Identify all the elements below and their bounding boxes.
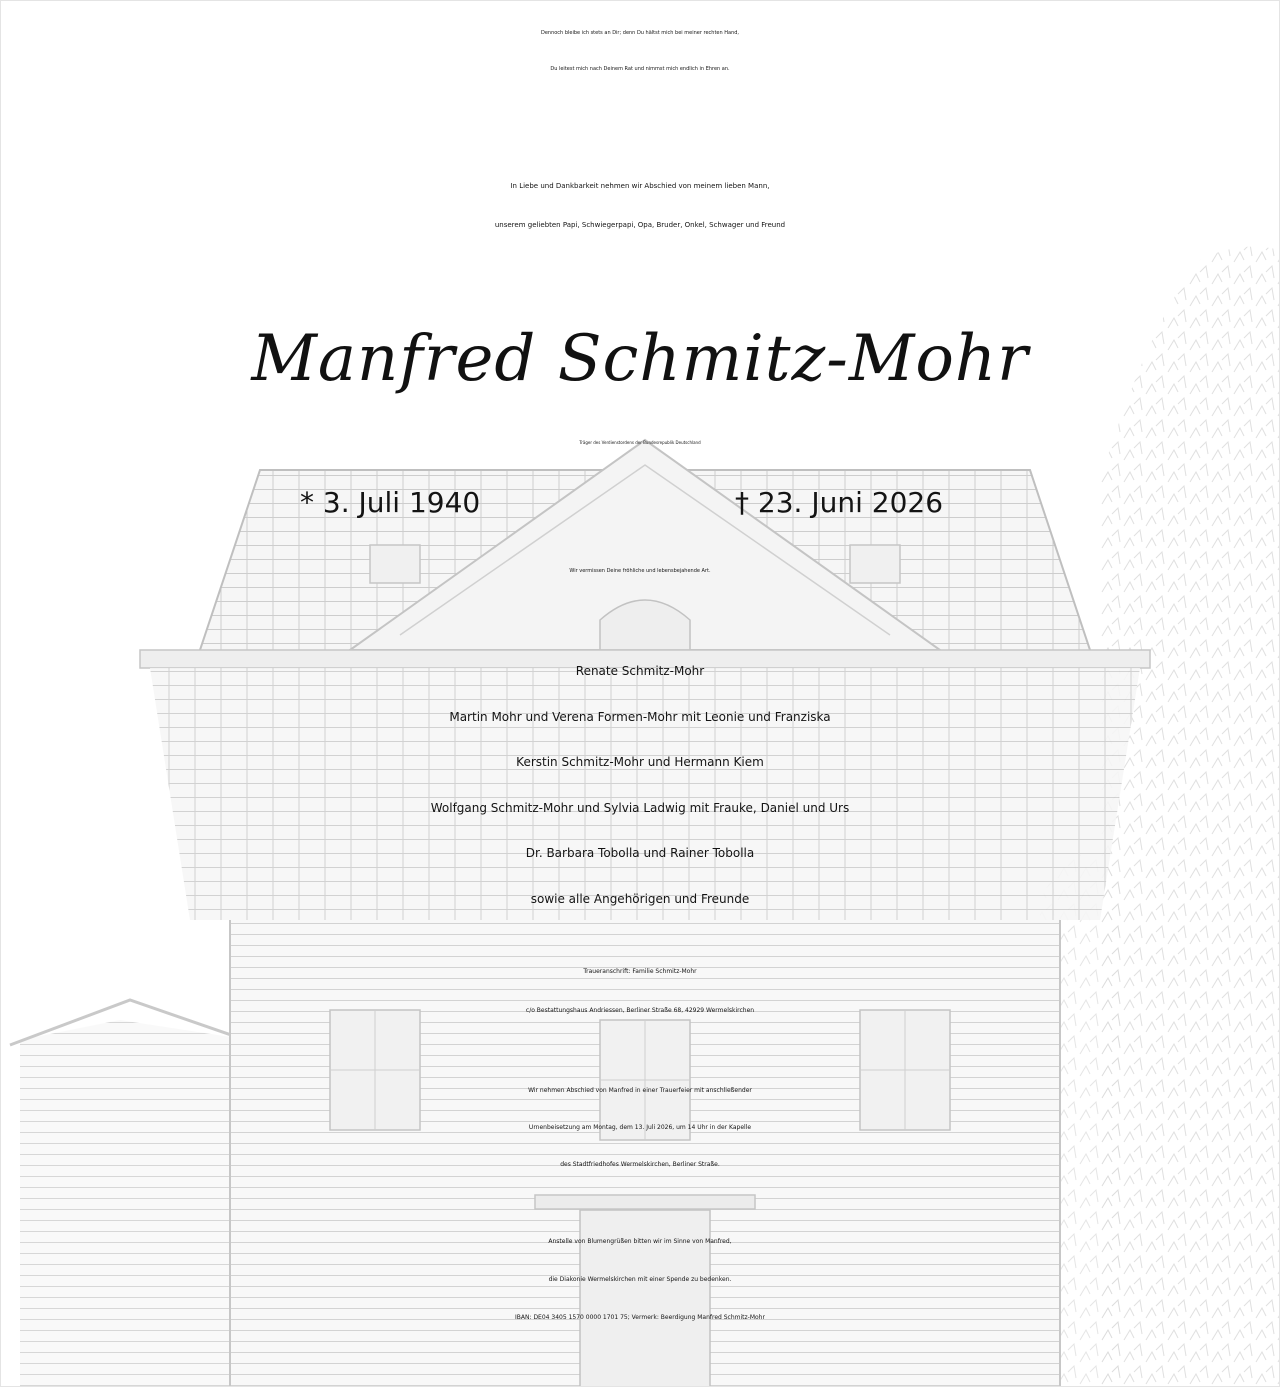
birth-date: * 3. Juli 1940 [300,486,481,519]
mourner-line: Renate Schmitz-Mohr [575,664,705,678]
tribute-line: Wir vermissen Deine fröhliche und lebensbejahende Art. [569,568,711,574]
donation-line: Anstelle von Blumengrüßen bitten wir im Sinne von Manfred, [548,1238,732,1245]
ceremony-line: Wir nehmen Abschied von Manfred in einer Trauerfeier mit anschließender [528,1087,752,1094]
mourner-line: sowie alle Angehörigen und Freunde [530,892,750,906]
mourner-line: Wolfgang Schmitz-Mohr und Sylvia Ladwig mit Frauke, Daniel und Urs [430,801,850,815]
donation-iban-line: IBAN: DE04 3405 1570 0000 1701 75; Vermerk: Beerdigung Manfred Schmitz-Mohr [515,1314,765,1321]
farewell-intro-line-1: In Liebe und Dankbarkeit nehmen wir Abschied von meinem lieben Mann, [510,182,770,190]
mourner-line: Kerstin Schmitz-Mohr und Hermann Kiem [516,755,764,769]
deceased-name: Manfred Schmitz-Mohr [251,322,1029,396]
donation-line: die Diakonie Wermelskirchen mit einer Spende zu bedenken. [548,1276,732,1283]
mourner-line: Martin Mohr und Verena Formen-Mohr mit Leonie und Franziska [449,710,831,724]
farewell-intro-line-2: unserem geliebten Papi, Schwiegerpapi, Opa, Bruder, Onkel, Schwager und Freund [494,221,786,229]
mourning-address-line-1: Traueranschrift: Familie Schmitz-Mohr [583,968,697,975]
death-date: † 23. Juni 2026 [735,486,944,519]
ceremony-line: Urnenbeisetzung am Montag, dem 13. Juli 2026, um 14 Uhr in der Kapelle [528,1124,752,1131]
mourner-line: Dr. Barbara Tobolla und Rainer Tobolla [525,846,755,860]
mourning-address-line-2: c/o Bestattungshaus Andriessen, Berliner Straße 68, 42929 Wermelskirchen [525,1007,755,1014]
psalm-verse-line-1: Dennoch bleibe ich stets an Dir; denn Du hältst mich bei meiner rechten Hand, [540,30,740,36]
ceremony-line: des Stadtfriedhofes Wermelskirchen, Berliner Straße. [560,1161,720,1168]
honor-line: Träger des Verdienstordens der Bundesrepublik Deutschland [579,440,701,445]
psalm-verse-line-2: Du leitest mich nach Deinem Rat und nimmst mich endlich in Ehren an. [550,66,730,72]
